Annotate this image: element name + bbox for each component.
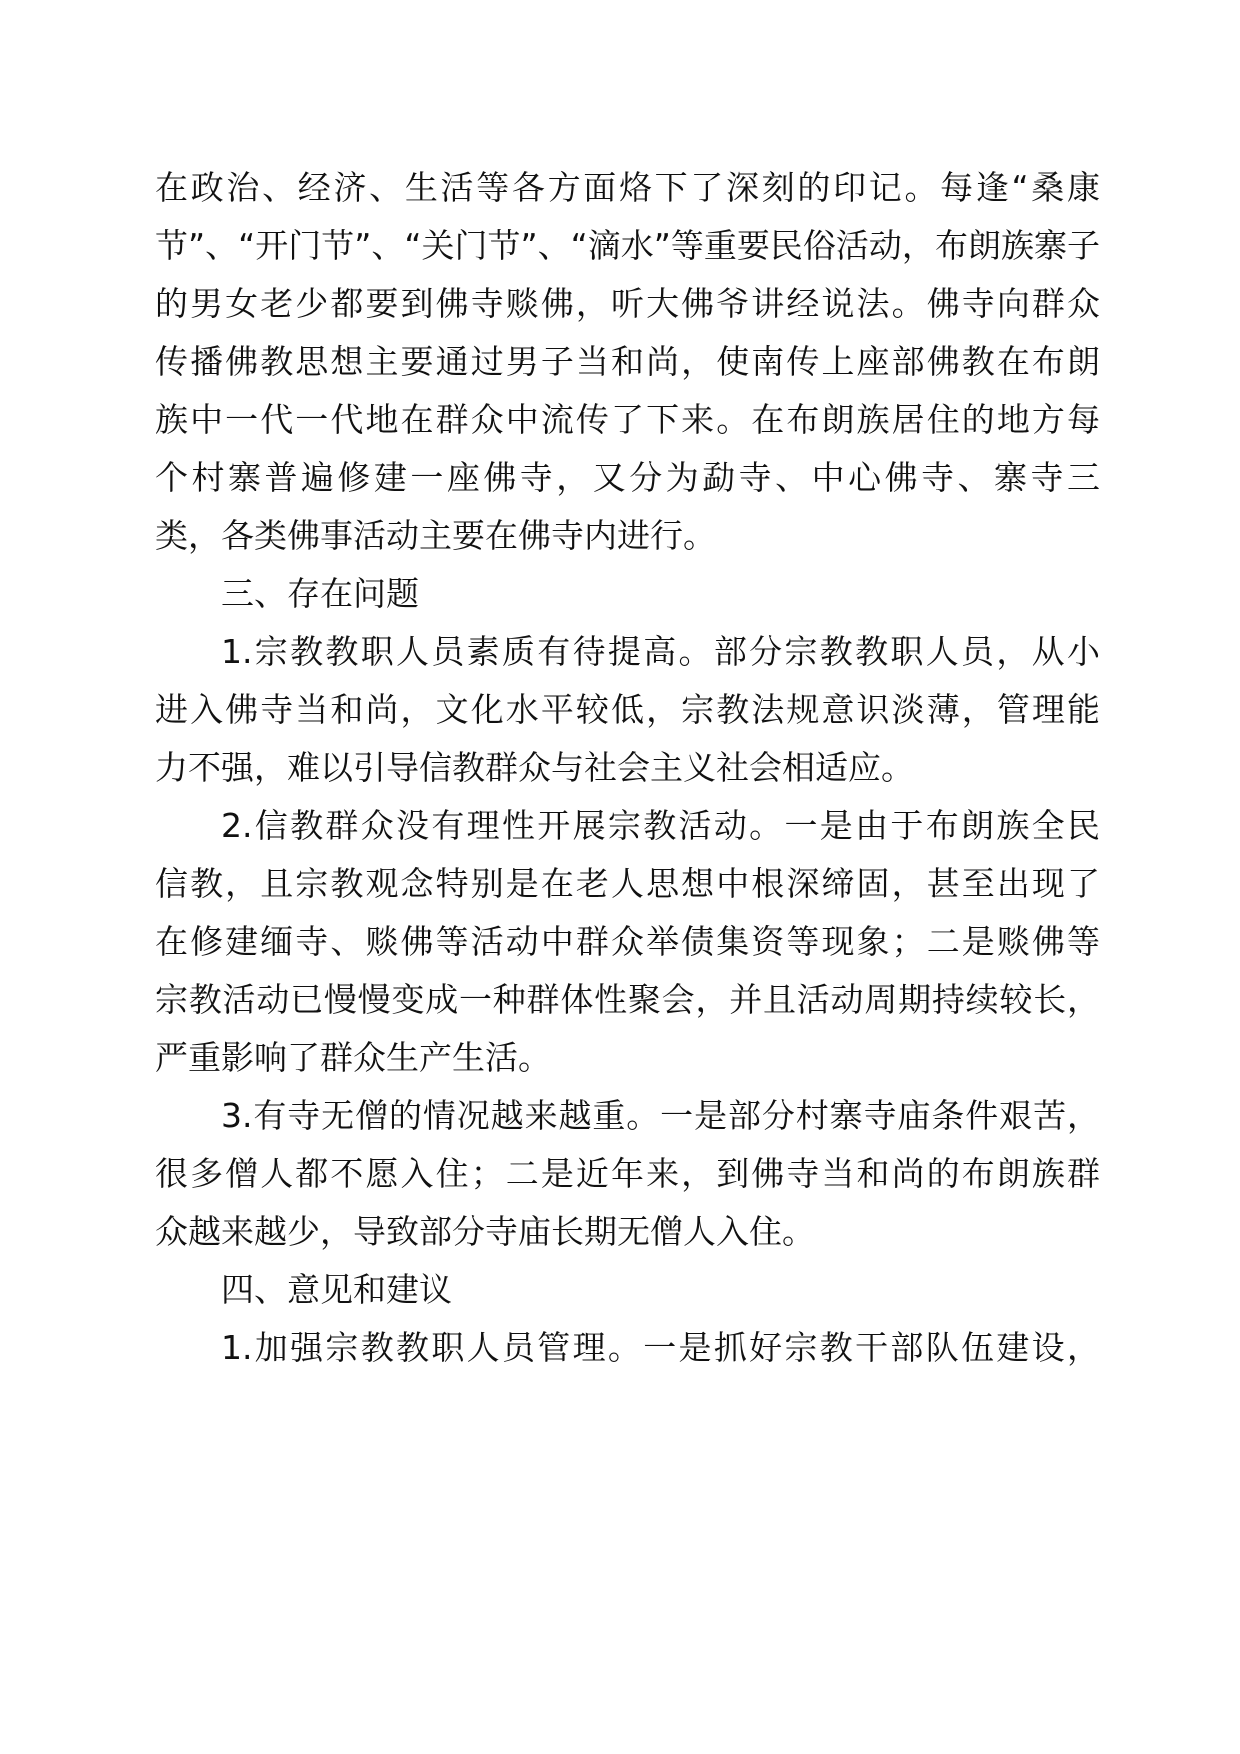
- body-text-line: 严重影响了群众生产生活。: [155, 1038, 551, 1077]
- body-text-line: 进入佛寺当和尚，文化水平较低，宗教法规意识淡薄，管理能: [155, 690, 1100, 729]
- body-text-line: 很多僧人都不愿入住；二是近年来，到佛寺当和尚的布朗族群: [155, 1154, 1100, 1193]
- body-text-line: 众越来越少，导致部分寺庙长期无僧人入住。: [155, 1212, 815, 1251]
- body-text-line: 在修建缅寺、赕佛等活动中群众举债集资等现象；二是赕佛等: [155, 922, 1100, 961]
- section-heading: 三、存在问题: [221, 574, 419, 613]
- numbered-item-line: 1.宗教教职人员素质有待提高。部分宗教教职人员，从小: [221, 632, 1100, 671]
- body-text-line: 宗教活动已慢慢变成一种群体性聚会，并且活动周期持续较长，: [155, 980, 1100, 1019]
- body-text-line: 传播佛教思想主要通过男子当和尚，使南传上座部佛教在布朗: [155, 342, 1100, 381]
- body-text-line: 族中一代一代地在群众中流传了下来。在布朗族居住的地方每: [155, 400, 1100, 439]
- body-text-line: 节”、“开门节”、“关门节”、“滴水”等重要民俗活动，布朗族寨子: [155, 226, 1100, 265]
- body-text-line: 的男女老少都要到佛寺赕佛，听大佛爷讲经说法。佛寺向群众: [155, 284, 1100, 323]
- body-text-line: 力不强，难以引导信教群众与社会主义社会相适应。: [155, 748, 914, 787]
- body-text-line: 信教，且宗教观念特别是在老人思想中根深缔固，甚至出现了: [155, 864, 1100, 903]
- body-text-line: 类，各类佛事活动主要在佛寺内进行。: [155, 516, 716, 555]
- section-heading: 四、意见和建议: [221, 1270, 452, 1309]
- numbered-item-line: 3.有寺无僧的情况越来越重。一是部分村寨寺庙条件艰苦，: [221, 1096, 1100, 1135]
- body-text-line: 在政治、经济、生活等各方面烙下了深刻的印记。每逢“桑康: [155, 168, 1100, 207]
- numbered-item-line: 1.加强宗教教职人员管理。一是抓好宗教干部队伍建设，: [221, 1328, 1100, 1367]
- numbered-item-line: 2.信教群众没有理性开展宗教活动。一是由于布朗族全民: [221, 806, 1100, 845]
- body-text-line: 个村寨普遍修建一座佛寺，又分为勐寺、中心佛寺、寨寺三: [155, 458, 1100, 497]
